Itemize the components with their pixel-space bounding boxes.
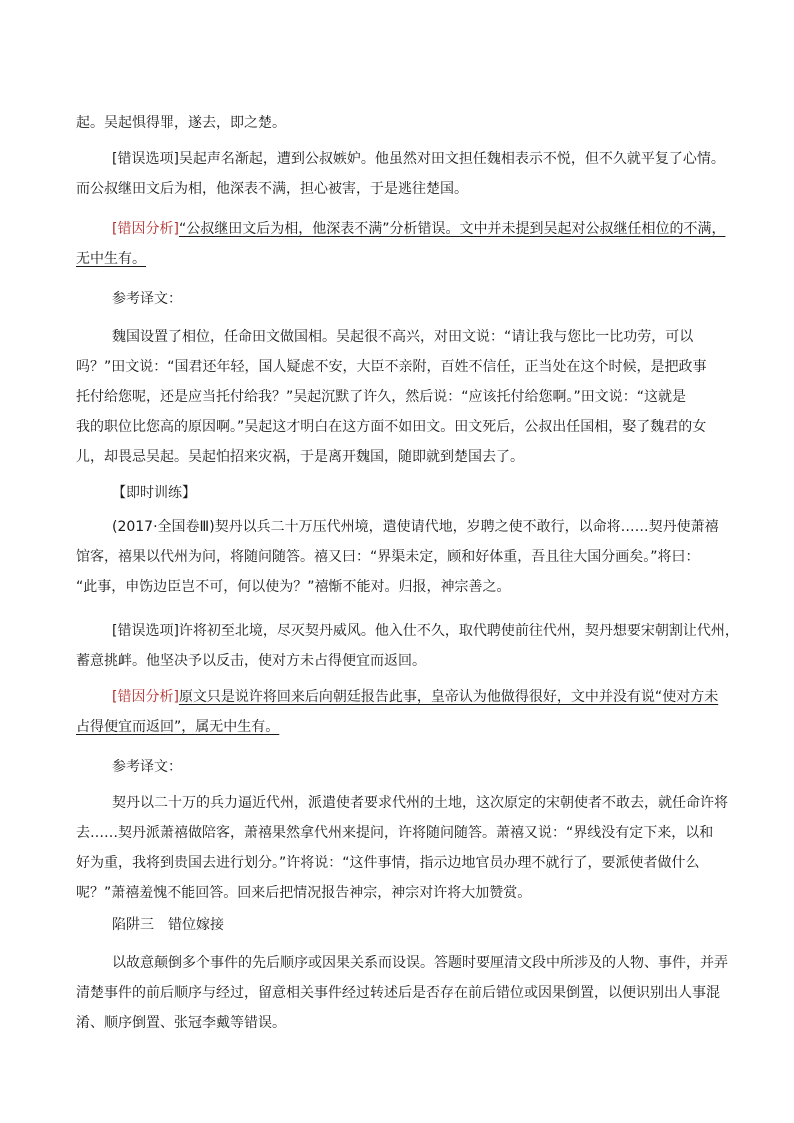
text-line: 托付给您呢，还是应当托付给我？”吴起沉默了许久，然后说：“应该托付给您啊。”田文说：“这就是 bbox=[76, 389, 687, 405]
error-analysis-text: 原文只是说许将回来后向朝廷报告此事，皇帝认为他做得很好，文中并没有说“使对方未 bbox=[178, 689, 719, 705]
text-line: [错误选项]吴起声名渐起，遭到公叔嫉妒。他虽然对田文担任魏相表示不悦，但不久就平复了心情。 bbox=[112, 151, 725, 167]
text-line: 呢？”萧禧羞愧不能回答。回来后把情况报告神宗，神宗对许将大加赞赏。 bbox=[76, 885, 532, 901]
paragraph-wrong-option-2 bbox=[76, 616, 739, 676]
text-line: “此事，申饬边臣岂不可，何以使为？”禧惭不能对。归报，神宗善之。 bbox=[76, 579, 511, 595]
text-line bbox=[76, 682, 726, 712]
paragraph-translation-2 bbox=[76, 788, 726, 908]
error-analysis-text: “公叔继田文后为相，他深表不满”分析错误。文中并未提到吴起对公叔继任相位的不满， bbox=[178, 221, 726, 237]
text-line: 无中生有。 bbox=[76, 251, 146, 267]
text-line: 清楚事件的前后顺序与经过，留意相关事件经过转述后是否存在前后错位或因果倒置，以便识别出人事混 bbox=[76, 985, 720, 1001]
text-line: 我的职位比您高的原因啊。”吴起这才明白在这方面不如田文。田文死后，公叔出任国相，娶了魏君的女 bbox=[76, 419, 707, 435]
paragraph-trap-three-text bbox=[76, 948, 726, 1038]
text-line: 以故意颠倒多个事件的先后顺序或因果关系而设误。答题时要厘清文段中所涉及的人物、事件，并弄 bbox=[112, 955, 728, 971]
text-line: 蓄意挑衅。他坚决予以反击，使对方未占得便宜而返回。 bbox=[76, 653, 426, 669]
text-line: 契丹以二十万的兵力逼近代州，派遣使者要求代州的土地，这次原定的宋朝使者不敢去，就任命许将 bbox=[112, 795, 728, 811]
text-line: 馆客，禧果以代州为问，将随问随答。禧又曰：“界渠未定，顾和好体重，吾且往大国分画矣。”将曰： bbox=[76, 549, 700, 565]
text-line: (2017·全国卷Ⅲ)契丹以兵二十万压代州境，遣使请代地，岁聘之使不敢行，以命将……契丹使萧禧 bbox=[112, 519, 719, 535]
paragraph-translation-label-1 bbox=[76, 284, 726, 314]
text-line bbox=[76, 214, 726, 244]
paragraph-trap-three-heading bbox=[76, 910, 726, 940]
text-line: 去……契丹派萧禧做陪客，萧禧果然拿代州来提问，许将随问随答。萧禧又说：“界线没有定下来，以和 bbox=[76, 825, 714, 841]
text-line: 吗？”田文说：“国君还年轻，国人疑虑不安，大臣不亲附，百姓不信任，正当处在这个时候，是把政事 bbox=[76, 359, 707, 375]
text-line: 好为重，我将到贵国去进行划分。”许将说：“这件事情，指示边地官员办理不就行了，要派使者做什么 bbox=[76, 855, 700, 871]
paragraph-wrong-option-1 bbox=[76, 144, 726, 204]
paragraph-practice-text bbox=[76, 512, 726, 602]
paragraph-translation-1 bbox=[76, 322, 726, 472]
section-label: 参考译文： bbox=[112, 291, 182, 307]
error-analysis-tag: [错因分析] bbox=[112, 689, 179, 705]
text-line: 而公叔继田文后为相，他深表不满，担心被害，于是逃往楚国。 bbox=[76, 181, 468, 197]
section-label: 参考译文： bbox=[112, 759, 182, 775]
text-line: [错误选项]许将初至北境，尽灭契丹威风。他入仕不久，取代聘使前往代州，契丹想要宋朝割让代州， bbox=[112, 623, 739, 639]
error-analysis-tag: [错因分析] bbox=[112, 221, 179, 237]
text-line: 占得便宜而返回”，属无中生有。 bbox=[76, 719, 280, 735]
text-line: 魏国设置了相位，任命田文做国相。吴起很不高兴，对田文说：“请让我与您比一比功劳，可以 bbox=[112, 329, 694, 345]
text-line: 儿，却畏忌吴起。吴起怕招来灾祸，于是离开魏国，随即就到楚国去了。 bbox=[76, 449, 524, 465]
section-heading: 【即时训练】 bbox=[112, 485, 196, 501]
text-line: 淆、顺序倒置、张冠李戴等错误。 bbox=[76, 1015, 286, 1031]
paragraph-wuqi-end bbox=[76, 108, 726, 138]
paragraph-error-analysis-1 bbox=[76, 214, 726, 274]
text-line: 起。吴起惧得罪，遂去，即之楚。 bbox=[76, 115, 286, 131]
section-heading: 陷阱三 错位嫁接 bbox=[112, 917, 224, 933]
paragraph-translation-label-2 bbox=[76, 752, 726, 782]
paragraph-error-analysis-2 bbox=[76, 682, 726, 742]
paragraph-practice-heading bbox=[76, 478, 726, 508]
